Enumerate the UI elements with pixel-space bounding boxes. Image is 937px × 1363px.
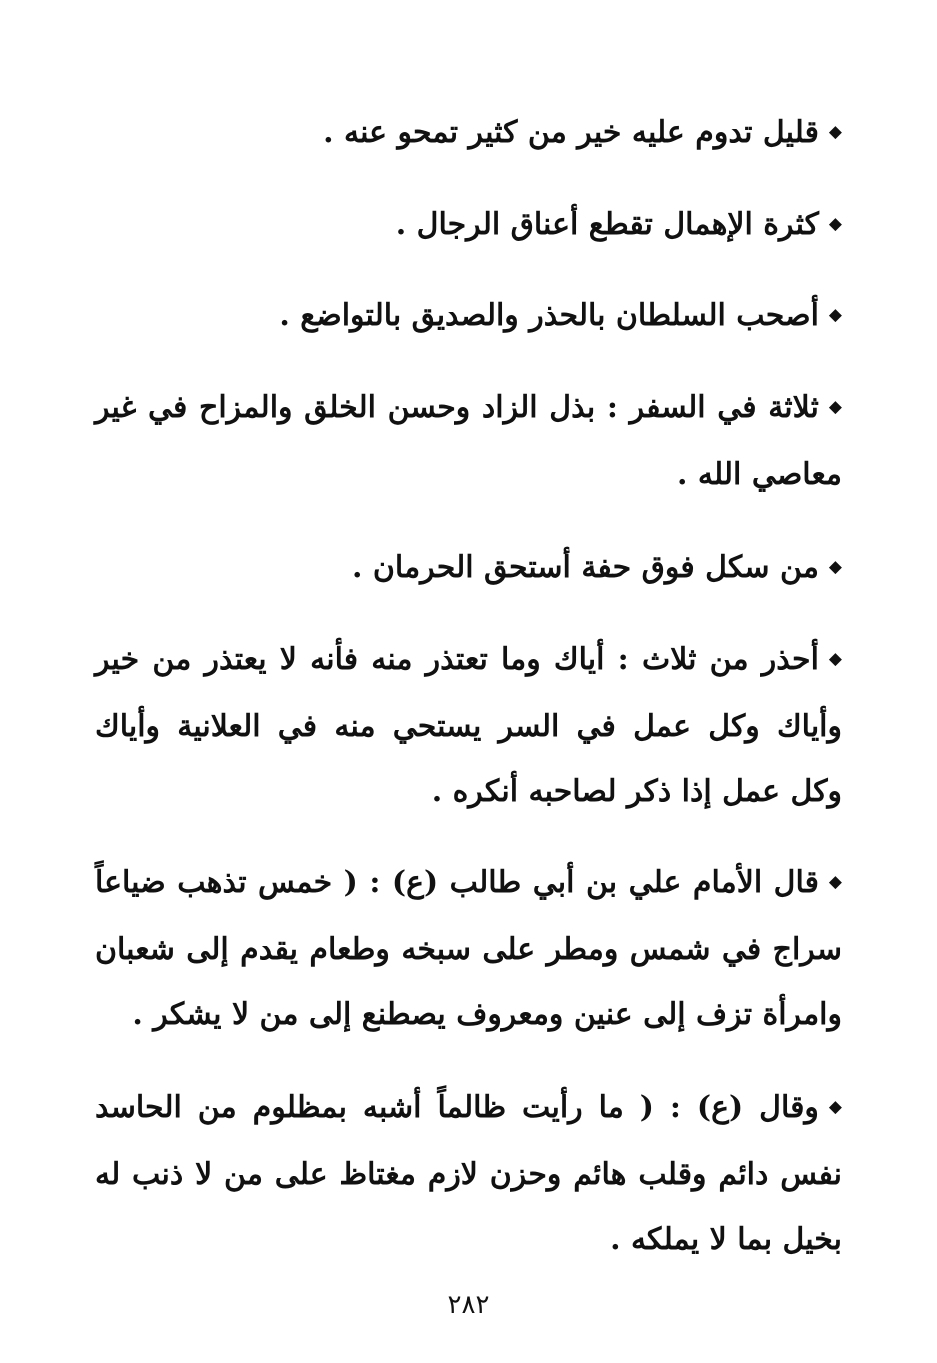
list-item <box>95 627 842 824</box>
diamond-bullet-icon: ◆ <box>828 396 842 417</box>
item-text: قليل تدوم عليه خير من كثير تمحو عنه . <box>323 115 819 150</box>
diamond-bullet-icon: ◆ <box>828 121 842 142</box>
item-text: قال الأمام علي بن أبي طالب (ع) : ( خمس تذهب ضياعاً سراج في شمس ومطر على سبخه وطعام يقدم إلى شعبان وامرأة تزف إلى عنين ومعروف يصطنع إلى من لا يشكر . <box>95 865 842 1032</box>
diamond-bullet-icon: ◆ <box>828 304 842 325</box>
item-text: ثلاثة في السفر : بذل الزاد وحسن الخلق والمزاح في غير معاصي الله . <box>95 390 842 492</box>
item-text: من سكل فوق حفة أستحق الحرمان . <box>352 550 819 585</box>
list-item <box>95 375 842 507</box>
list-item <box>95 535 842 602</box>
item-text: أحذر من ثلاث : أياك وما تعتذر منه فأنه لا يعتذر من خير وأياك وكل عمل في السر يستحي منه في العلانية وأياك وكل عمل إذا ذكر لصاحبه أنكره . <box>95 642 842 809</box>
list-item <box>95 283 842 350</box>
page-text <box>95 70 842 1283</box>
item-text: كثرة الإهمال تقطع أعناق الرجال . <box>395 207 819 242</box>
item-text: وقال (ع) : ( ما رأيت ظالماً أشبه بمظلوم من الحاسد نفس دائم وقلب هائم وحزن لازم مغتاظ على من لا ذنب له بخيل بما لا يملكه . <box>95 1090 842 1257</box>
page-number: ٢٨٢ <box>447 1290 490 1320</box>
list-item <box>95 850 842 1047</box>
diamond-bullet-icon: ◆ <box>828 556 842 577</box>
diamond-bullet-icon: ◆ <box>828 213 842 234</box>
list-item <box>95 192 842 259</box>
list-item <box>95 100 842 167</box>
diamond-bullet-icon: ◆ <box>828 648 842 669</box>
diamond-bullet-icon: ◆ <box>828 871 842 892</box>
list-item <box>95 1075 842 1272</box>
item-text: أصحب السلطان بالحذر والصديق بالتواضع . <box>279 298 819 333</box>
diamond-bullet-icon: ◆ <box>828 1096 842 1117</box>
